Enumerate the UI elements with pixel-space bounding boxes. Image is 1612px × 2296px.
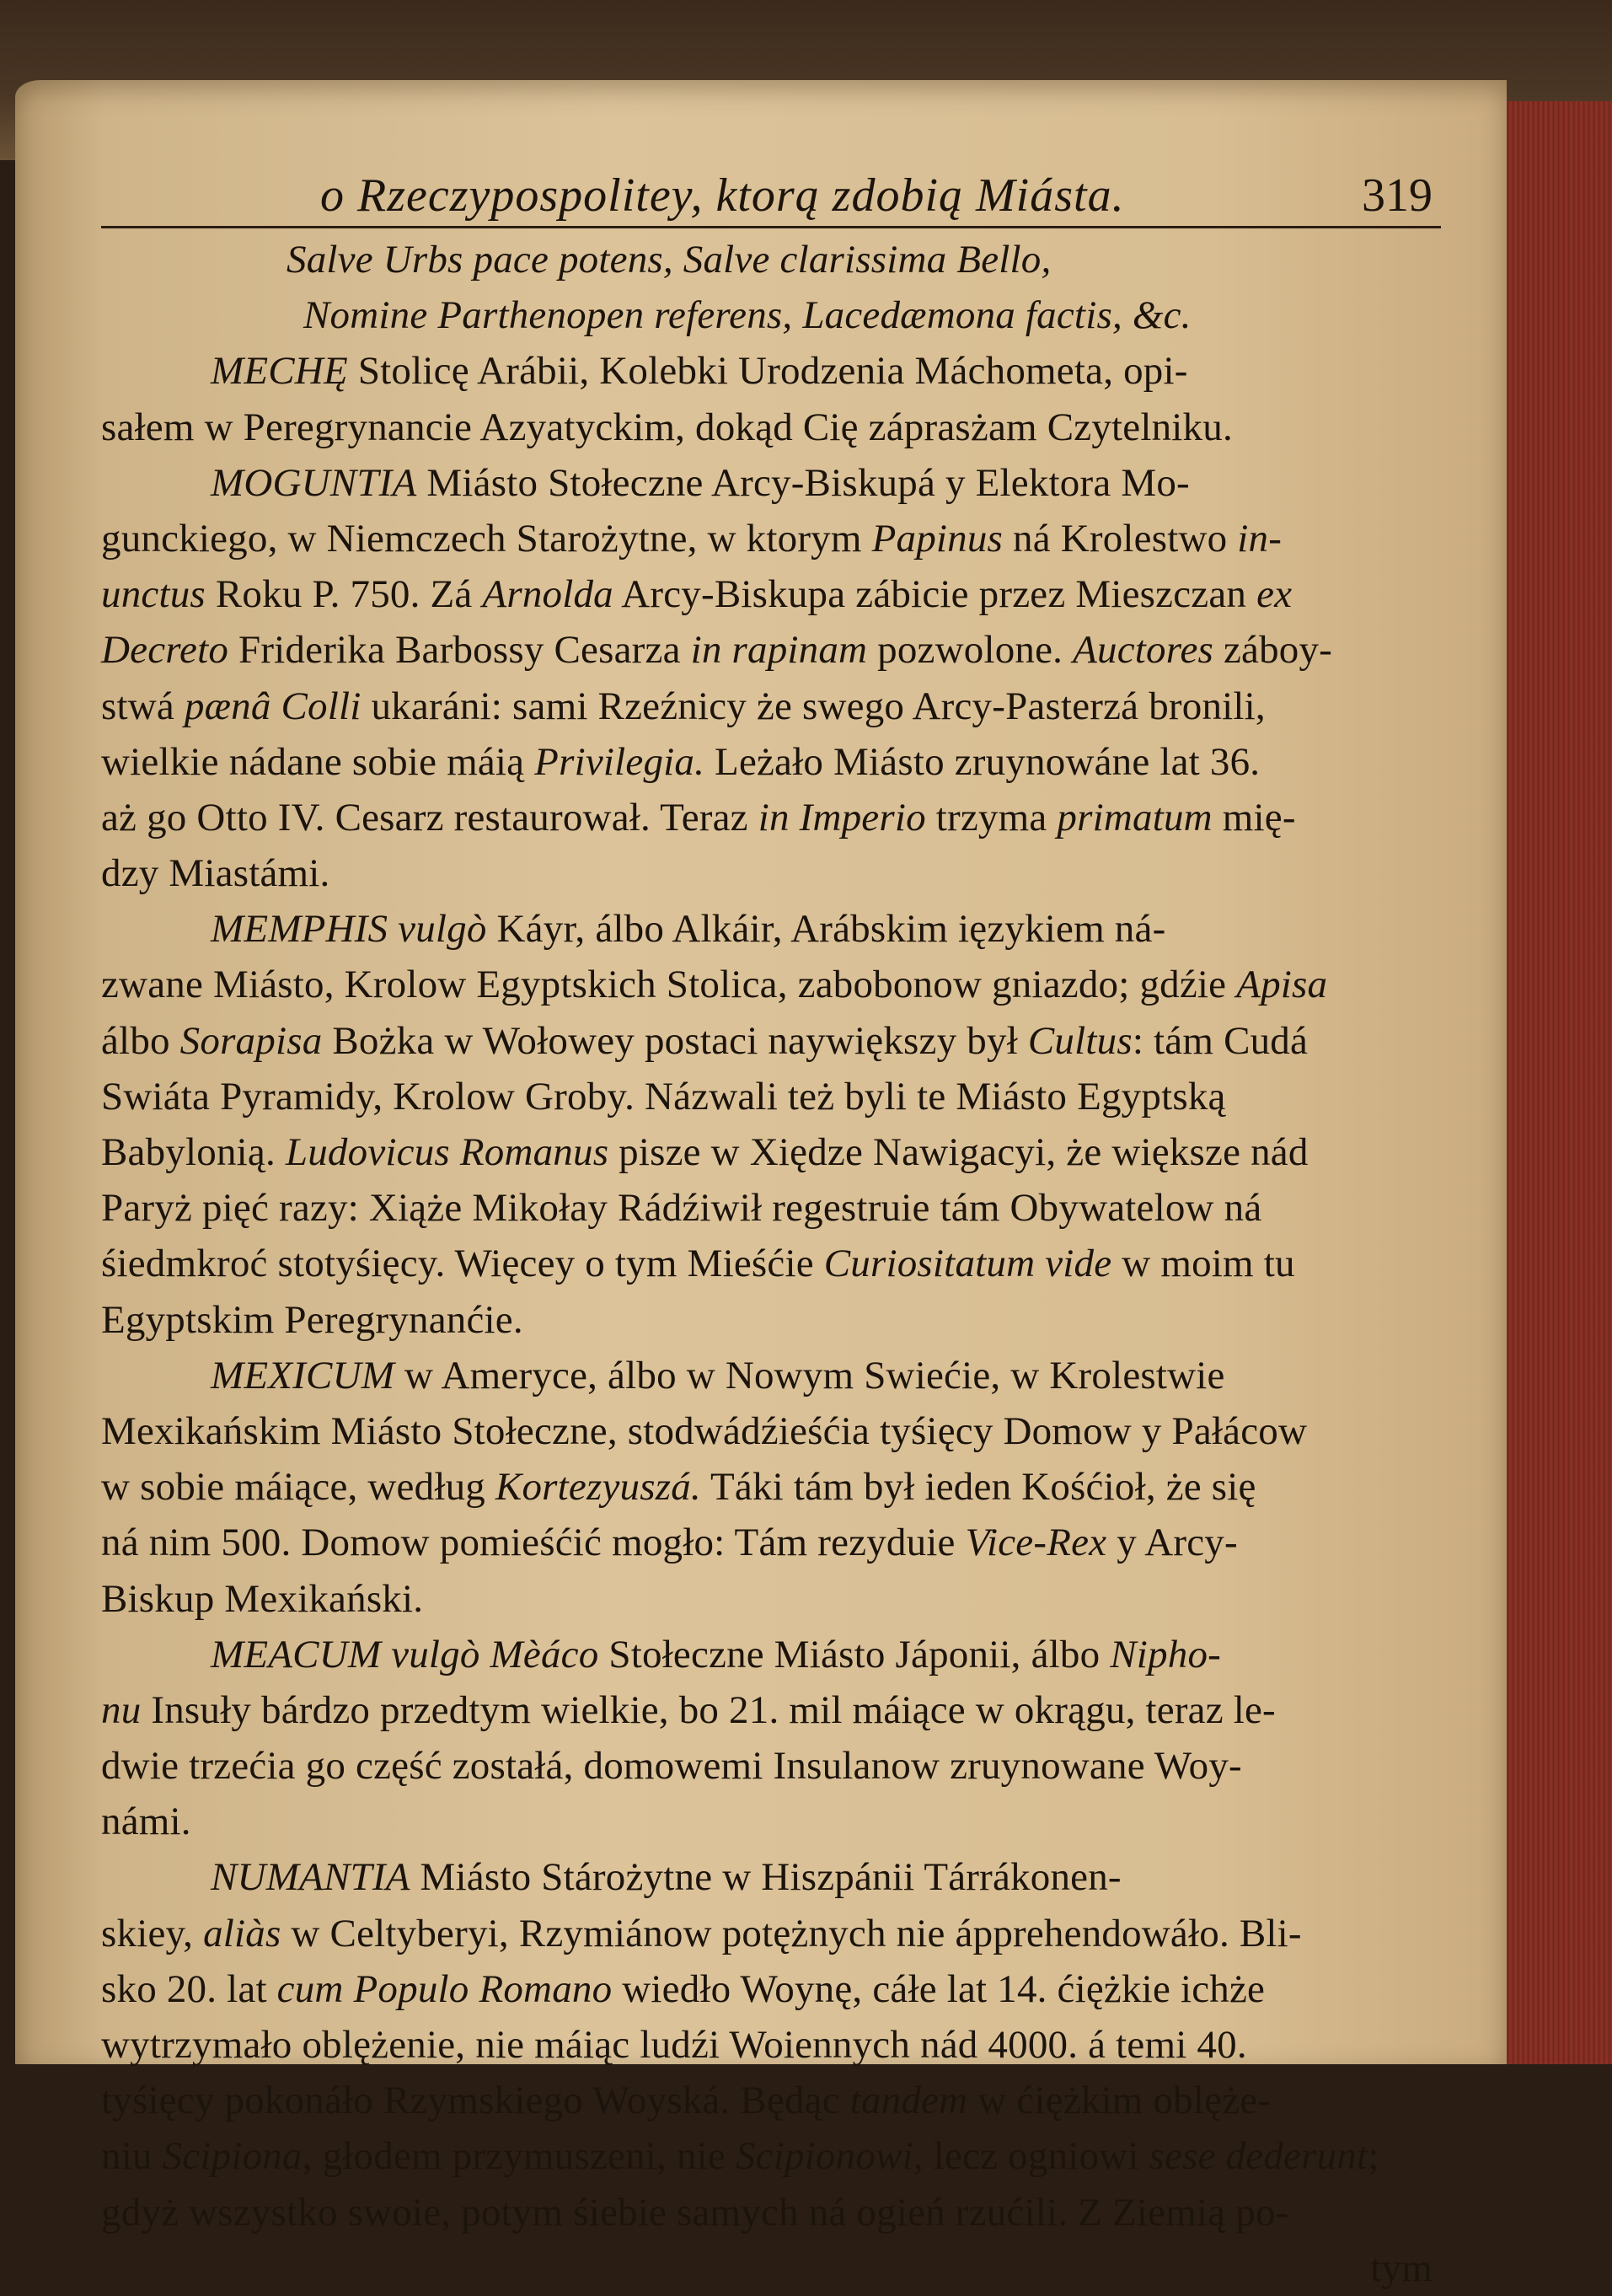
text-segment: ná nim 500. Domow pomieśćić mogło: Tám rezyduie — [101, 1521, 966, 1565]
text-segment: Táki tám był ieden Kośćioł, że się — [700, 1465, 1256, 1510]
text-segment: záboy- — [1213, 628, 1333, 673]
text-segment: wytrzymało oblężenie, nie máiąc ludźi Woiennych nád 4000. á temi 40. — [101, 2023, 1247, 2067]
italic-segment: nu — [101, 1687, 142, 1732]
text-segment: dzy Miastámi. — [101, 851, 330, 896]
text-segment: wielkie nádane sobie máią — [101, 739, 535, 784]
italic-segment: in Imperio — [758, 795, 926, 840]
text-segment: Káyr, álbo Alkáir, Arábskim ięzykiem ná- — [486, 907, 1166, 952]
text-line — [101, 1180, 1449, 1236]
text-segment: ; — [1368, 2134, 1379, 2179]
text-line — [101, 1013, 1449, 1069]
text-line — [101, 2128, 1449, 2184]
text-line — [101, 287, 1449, 343]
text-segment: gunckiego, w Niemczech Starożytne, w ktorym — [101, 516, 872, 561]
text-line — [101, 1403, 1449, 1459]
text-segment: Babylonią. — [101, 1130, 286, 1174]
italic-segment: Apisa — [1236, 963, 1328, 1007]
italic-segment: Auctores — [1073, 628, 1214, 673]
italic-segment: primatum — [1057, 795, 1213, 840]
italic-segment: MEXICUM — [211, 1353, 395, 1397]
text-segment: stwá — [101, 684, 185, 728]
text-segment: námi. — [101, 1800, 191, 1844]
italic-segment: NUMANTIA — [211, 1855, 410, 1900]
text-line — [101, 622, 1449, 678]
text-segment: sałem w Peregrynancie Azyatyckim, dokąd Cię záprasżam Czytelniku. — [101, 405, 1233, 449]
italic-segment: Ludovicus Romanus — [285, 1130, 609, 1174]
italic-segment: Nipho- — [1110, 1632, 1222, 1676]
text-segment: pisze w Xiędze Nawigacyi, że większe nád — [608, 1130, 1309, 1174]
text-segment: , lecz ogniowi — [913, 2134, 1149, 2179]
running-header — [101, 160, 1441, 228]
text-line — [101, 1292, 1449, 1348]
italic-segment: Scipiona — [162, 2134, 303, 2179]
text-line — [101, 1124, 1449, 1180]
text-segment: Salve Urbs pace potens, Salve clarissima Bello, — [287, 238, 1052, 282]
text-line — [101, 790, 1449, 845]
text-segment: w moim tu — [1111, 1242, 1295, 1286]
text-segment: Nomine Parthenopen referens, Lacedæmona factis, &c. — [303, 293, 1192, 338]
text-line — [101, 1571, 1449, 1627]
text-segment: niu — [101, 2134, 163, 2179]
text-line — [101, 2017, 1449, 2073]
text-line — [101, 232, 1449, 287]
italic-segment: Privilegia. — [534, 739, 705, 784]
italic-segment: MEMPHIS vulgò — [211, 907, 487, 952]
text-line — [101, 845, 1449, 901]
text-segment: ukaráni: sami Rzeźnicy że swego Arcy-Pasterzá bronili, — [361, 684, 1266, 728]
text-segment: : tám Cudá — [1132, 1018, 1309, 1063]
text-segment: w Celtyberyi, Rzymiánow potężnych nie ápprehendowáło. Bli- — [281, 1911, 1302, 1955]
text-segment: Roku P. 750. Zá — [205, 572, 483, 617]
text-line — [101, 957, 1449, 1012]
text-segment: álbo — [101, 1018, 180, 1063]
italic-segment: Vice-Rex — [965, 1521, 1107, 1565]
text-segment: Stołeczne Miásto Jáponii, álbo — [598, 1632, 1111, 1676]
text-segment: tyśięcy pokonáło Rzymskiego Woyská. Będąc — [101, 2079, 850, 2123]
italic-segment: aliàs — [203, 1911, 281, 1955]
text-line — [101, 1961, 1449, 2017]
text-segment: Mexikańskim Miásto Stołeczne, stodwádźieśćia tyśięcy Domow y Pałácow — [101, 1408, 1308, 1453]
italic-segment: cum Populo Romano — [276, 1966, 613, 2011]
text-line — [101, 566, 1449, 622]
text-line — [101, 1348, 1449, 1403]
text-lines — [101, 232, 1449, 2296]
italic-segment: MOGUNTIA — [211, 460, 417, 505]
text-segment: sko 20. lat — [101, 1966, 277, 2011]
text-segment: Swiáta Pyramidy, Krolow Groby. Názwali też byli te Miásto Egyptską — [101, 1074, 1226, 1118]
text-line — [101, 1794, 1449, 1849]
text-line — [101, 2185, 1449, 2240]
text-line — [101, 679, 1449, 734]
running-title: o Rzeczypospolitey, ktorą zdobią Miásta. — [320, 169, 1125, 222]
text-segment: Miásto Stołeczne Arcy-Biskupá y Elektora Mo- — [416, 460, 1190, 505]
italic-segment: in- — [1237, 516, 1283, 561]
text-line — [101, 901, 1449, 957]
italic-segment: Decreto — [101, 628, 229, 673]
text-line — [101, 400, 1449, 455]
italic-segment: Papinus — [871, 516, 1004, 561]
text-segment: Stolicę Arábii, Kolebki Urodzenia Máchometa, opi- — [347, 349, 1188, 394]
text-segment: Arcy-Biskupa zábicie przez Mieszczan — [613, 572, 1257, 617]
text-segment: Bożka w Wołowey postaci naywiększy był — [322, 1018, 1028, 1063]
text-segment: śiedmkroć stotyśięcy. Więcey o tym Mieśćie — [101, 1242, 824, 1286]
italic-segment: Cultus — [1027, 1018, 1133, 1063]
text-segment: Miásto Stárożytne w Hiszpánii Tárrákonen- — [410, 1855, 1122, 1900]
text-line — [101, 455, 1449, 511]
text-line — [101, 1459, 1449, 1515]
italic-segment: MECHĘ — [211, 349, 348, 394]
italic-segment: pænâ Colli — [184, 684, 361, 728]
text-segment: wiedło Woynę, cáłe lat 14. ćiężkie ichże — [612, 1966, 1266, 2011]
italic-segment: sese dederunt — [1149, 2134, 1368, 2179]
text-segment: mię- — [1212, 795, 1296, 840]
text-segment: tym — [1370, 2245, 1433, 2290]
text-line — [101, 1682, 1449, 1738]
text-line — [101, 1515, 1449, 1570]
italic-segment: MEACUM vulgò Mèáco — [211, 1632, 599, 1676]
italic-segment: Curiositatum vide — [823, 1242, 1112, 1286]
text-segment: Paryż pięć razy: Xiąże Mikołay Rádźiwił regestruie tám Obywatelow ná — [101, 1186, 1262, 1231]
text-segment: ná Krolestwo — [1003, 516, 1238, 561]
text-segment: Leżało Miásto zruynowáne lat 36. — [704, 739, 1261, 784]
text-line — [101, 1906, 1449, 1961]
text-segment: zwane Miásto, Krolow Egyptskich Stolica, zabobonow gniazdo; gdźie — [101, 963, 1237, 1007]
text-line — [101, 1627, 1449, 1682]
text-segment: skiey, — [101, 1911, 204, 1955]
text-segment: y Arcy- — [1106, 1521, 1238, 1565]
text-segment: w ćiężkim oblęże- — [967, 2079, 1272, 2123]
page-number: 319 — [1362, 169, 1433, 222]
text-segment: gdyż wszystko swoie, potym śiebie samych ná ogień rzućili. Z Ziemią po- — [101, 2190, 1289, 2234]
italic-segment: Scipionowi — [735, 2134, 913, 2179]
text-segment: pozwolone. — [867, 628, 1074, 673]
text-segment: , głodem przymuszeni, nie — [302, 2134, 736, 2179]
text-segment: aż go Otto IV. Cesarz restaurował. Teraz — [101, 795, 758, 840]
text-line — [101, 1738, 1449, 1794]
text-segment: w sobie máiące, według — [101, 1465, 495, 1510]
text-segment: Insuły bárdzo przedtym wielkie, bo 21. mil máiące w okrągu, teraz le- — [141, 1687, 1276, 1732]
text-line — [101, 2240, 1449, 2296]
text-line — [101, 734, 1449, 790]
page-text — [101, 160, 1449, 2296]
italic-segment: ex — [1256, 572, 1293, 617]
text-segment: Friderika Barbossy Cesarza — [228, 628, 691, 673]
text-line — [101, 1236, 1449, 1291]
italic-segment: tandem — [849, 2079, 968, 2123]
text-segment: Egyptskim Peregrynanćie. — [101, 1297, 523, 1342]
italic-segment: in rapinam — [690, 628, 868, 673]
text-line — [101, 1849, 1449, 1905]
text-segment: dwie trzećia go część zostałá, domowemi Insulanow zruynowane Woy- — [101, 1744, 1242, 1789]
italic-segment: Kortezyuszá. — [495, 1465, 701, 1510]
text-line — [101, 511, 1449, 566]
text-segment: trzyma — [925, 795, 1058, 840]
text-line — [101, 343, 1449, 399]
text-segment: w Ameryce, álbo w Nowym Swiećie, w Krolestwie — [394, 1353, 1225, 1397]
text-line — [101, 1069, 1449, 1124]
italic-segment: unctus — [101, 572, 206, 617]
text-segment: Biskup Mexikański. — [101, 1576, 424, 1621]
page-edge — [1498, 101, 1612, 2064]
text-line — [101, 2073, 1449, 2128]
italic-segment: Sorapisa — [179, 1018, 323, 1063]
italic-segment: Arnolda — [482, 572, 613, 617]
